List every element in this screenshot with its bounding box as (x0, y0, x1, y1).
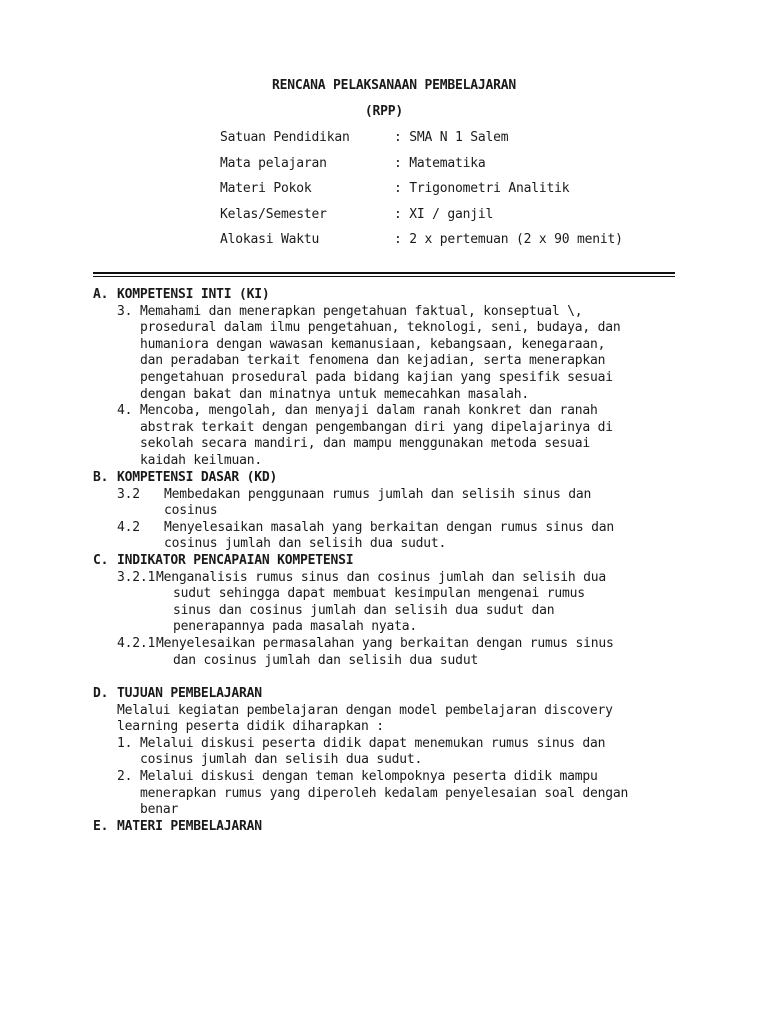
section-kompetensi-dasar (93, 470, 693, 553)
meta-row-kelas (220, 204, 623, 230)
list-item: 1. Melalui diskusi peserta didik dapat menemukan rumus sinus dan cosinus jumlah dan selisih dua sudut. (117, 735, 606, 768)
section-tujuan (93, 686, 693, 835)
list-item: 4.2 Menyelesaikan masalah yang berkaitan dengan rumus sinus dan cosinus jumlah dan selisih dua sudut. (117, 519, 614, 552)
item-number: 4.2.1 (117, 635, 156, 651)
list-item: 3.2.1 Menganalisis rumus sinus dan cosinus jumlah dan selisih dua sudut sehingga dapat membuat kesimpulan mengenai rumus sinus dan cosinus jumlah dan selisih dua sudut dan penerapannya pada masalah nyata. (117, 569, 606, 635)
document-title: RENCANA PELAKSANAAN PEMBELAJARAN (271, 78, 517, 93)
section-kompetensi-inti (93, 287, 693, 470)
section-heading-materi: E. MATERI PEMBELAJARAN (93, 818, 262, 834)
meta-label: Alokasi Waktu (220, 232, 320, 247)
meta-value: : SMA N 1 Salem (394, 130, 509, 145)
divider-thick (93, 272, 675, 274)
meta-value: : Trigonometri Analitik (394, 181, 570, 196)
meta-row-materi (220, 178, 623, 204)
meta-value: : Matematika (394, 155, 486, 171)
item-number: 4. (117, 403, 133, 419)
meta-value: : 2 x pertemuan (2 x 90 menit) (394, 232, 623, 247)
meta-label: Mata pelajaran (220, 155, 327, 171)
item-number: 3. (117, 303, 133, 319)
section-heading: D. TUJUAN PEMBELAJARAN (93, 686, 262, 701)
meta-value: : XI / ganjil (394, 206, 494, 222)
identity-table (220, 127, 623, 255)
meta-label: Satuan Pendidikan (220, 130, 350, 145)
meta-row-satuan (220, 127, 623, 153)
list-item: 3.2 Membedakan penggunaan rumus jumlah dan selisih sinus dan cosinus (117, 486, 592, 519)
meta-label: Kelas/Semester (220, 206, 327, 222)
meta-label: Materi Pokok (220, 181, 312, 196)
item-number: 1. (117, 735, 133, 751)
document-subtitle: (RPP) (364, 104, 404, 119)
section-heading: C. INDIKATOR PENCAPAIAN KOMPETENSI (93, 553, 354, 568)
section-heading: A. KOMPETENSI INTI (KI) (93, 287, 270, 302)
item-number: 3.2 (117, 486, 140, 502)
meta-row-alokasi (220, 229, 623, 255)
section-heading: B. KOMPETENSI DASAR (KD) (93, 470, 278, 485)
section-indikator (93, 553, 693, 669)
meta-row-mapel (220, 153, 623, 179)
item-number: 3.2.1 (117, 569, 156, 585)
list-item: 4.2.1 Menyelesaikan permasalahan yang berkaitan dengan rumus sinus dan cosinus jumlah dan selisih dua sudut (117, 635, 614, 668)
divider-thin (93, 276, 675, 277)
item-number: 2. (117, 768, 133, 784)
list-item: 3. Memahami dan menerapkan pengetahuan faktual, konseptual \, prosedural dalam ilmu pengetahuan, teknologi, seni, budaya, dan humaniora dengan wawasan kemanusiaan, kebangsaan, kenegaraan, dan peradaban terkait fenomena dan kejadian, serta menerapkan pengetahuan prosedural pada bidang kajian yang spesifik sesuai dengan bakat dan minatnya untuk memecahkan masalah. (117, 303, 621, 402)
item-number: 4.2 (117, 519, 140, 535)
list-item: 2. Melalui diskusi dengan teman kelompoknya peserta didik mampu menerapkan rumus yang diperoleh kedalam penyelesaian soal dengan benar (117, 768, 629, 818)
section-intro: Melalui kegiatan pembelajaran dengan model pembelajaran discovery learning peserta didik diharapkan : (117, 702, 613, 735)
list-item: 4. Mencoba, mengolah, dan menyaji dalam ranah konkret dan ranah abstrak terkait dengan pengembangan diri yang dipelajarinya di sekolah secara mandiri, dan mampu menggunakan metoda sesuai kaidah keilmuan. (117, 403, 613, 468)
